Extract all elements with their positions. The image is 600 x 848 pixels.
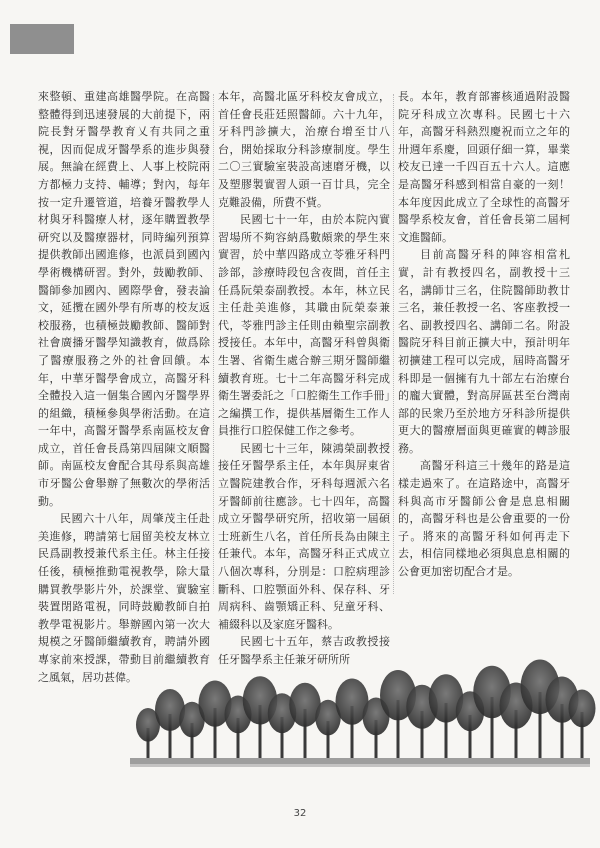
paragraph: 高醫牙科這三十幾年的路是這樣走過來了。在這路途中，高醫牙科與高市牙醫師公會是息息相關的，高醫牙科也是公會重要的一份子。將來的高醫牙科如何再走下去，相信同樣地必須與息息相關的公會更加密切配合才是。 xyxy=(398,459,570,579)
page-number: 32 xyxy=(293,808,307,819)
paragraph: 目前高醫牙科的陣容相當札實，計有教授四名，副教授十三名，講師廿三名，住院醫師助教廿三名，兼任教授一名、客座教授一名、副教授四名、講師二名。附設醫院牙科目前正擴大中，預計明年初擴建工程可以完成，屆時高醫牙科即是一個擁有九十部左右治療台的龐大實體，對高屏區甚至台灣南部的民衆乃至於地方牙科診所提供更大的醫療層面與更確實的轉診服務。 xyxy=(398,248,570,455)
text-column-2 xyxy=(218,88,390,666)
paragraph: 民國六十八年，周肇茂主任赴美進修，聘請第七屆留美校友林立民爲副教授兼代系主任。林主任接任後，積極推動電視教學，除大量購買教學影片外，於課堂、實驗室裝置閉路電視，同時鼓勵教師自拍教學電視影片。舉辦國內第一次大規模之牙醫師繼續教育，聘請外國專家前來授課，帶動目前繼續教育之風氣，居功甚偉。 xyxy=(38,512,210,684)
column-divider xyxy=(213,94,215,594)
paragraph: 民國七十一年，由於本院內實習場所不夠容納爲數頗衆的學生來實習，於中華四路成立苓雅牙科門診部，診療時段包含夜間，首任主任爲阮榮泰副教授。本年，林立民主任赴美進修，其職由阮榮泰兼代，苓雅門診主任則由賴聖宗副教授接任。本年中，高醫牙科曾與衛生署、省衛生處合辦三期牙醫師繼續教育班。七十二年高醫牙科完成衛生署委託之「口腔衛生工作手冊」之編撰工作，提供基層衛生工作人員推行口腔保健工作之參考。 xyxy=(218,213,390,438)
text-column-3 xyxy=(398,88,570,600)
article-body xyxy=(38,88,570,684)
column-divider xyxy=(393,94,395,594)
tree-line-illustration xyxy=(130,654,590,784)
paragraph: 來整頓、重建高雄醫學院。在高醫整體得到迅速發展的大前提下，兩院長對牙醫學教育乂有共同之重視，因而促成牙醫學系的進步與發展。無論在經費上、人事上校院兩方都極力支持、輔導；對內，每年按一定升遷管道，培養牙醫教學人材與牙科醫療人材，逐年購置教學研究以及醫療器材，同時編列預算提供教師出國進修，也派員到國內學術機構研習。對外，鼓勵教師、醫師參加國內、國際學會，發表論文，延攬在國外學有所專的校友返校服務，也積極鼓勵教師、醫師對社會廣播牙醫學知識教育，做爲除了醫療服務之外的社會回饋。本年，中華牙醫學會成立，高醫牙科全體投入這一個集合國內牙醫學界的組織，積極參與學術活動。在這一年中，高醫牙醫學系南區校友會成立，首任會長爲第四屆陳文順醫師。南區校友會配合其母系與高雄市牙醫公會舉辦了無數次的學術活動。 xyxy=(38,90,210,508)
paragraph: 長。本年，教育部審核通過附設醫院牙科成立次專科。民國七十六年，高醫牙科熱烈慶祝而立之年的卅週年系慶，回頭仔細一算，畢業校友已達一千四百五十六人。這應是高醫牙科感到相當自豪的一刻！本年度因此成立了全球性的高醫牙醫學系校友會，首任會長第二屆柯文進醫師。 xyxy=(398,90,570,244)
header-tab-block xyxy=(10,24,74,54)
paragraph: 民國七十五年，蔡吉政教授接任牙醫學系主任兼牙研所所 xyxy=(218,635,390,666)
paragraph: 本年，高醫北區牙科校友會成立，首任會長莊廷照醫師。六十九年，牙科門診擴大，治療台增至廿八台，開始採取分科診療制度。學生二〇三實驗室裝設高速磨牙機，以及塑膠製實習人頭一百廿具，完全克難設備，所費不貲。 xyxy=(218,90,390,209)
paragraph: 民國七十三年，陳鴻榮副教授接任牙醫學系主任，本年與屏東省立醫院建教合作，牙科每週派六名牙醫師前往應診。七十四年，高醫成立牙醫學研究所，招收第一屆碩士班新生八名，首任所長為由陳主任兼代。本年，高醫牙科正式成立八個次專科，分別是：口腔病理診斷科、口腔顎面外科、保存科、牙周病科、齒顎矯正科、兒童牙科、補綴科以及家庭牙醫科。 xyxy=(218,441,390,631)
tree-crown xyxy=(569,690,596,728)
text-column-1 xyxy=(38,88,210,684)
